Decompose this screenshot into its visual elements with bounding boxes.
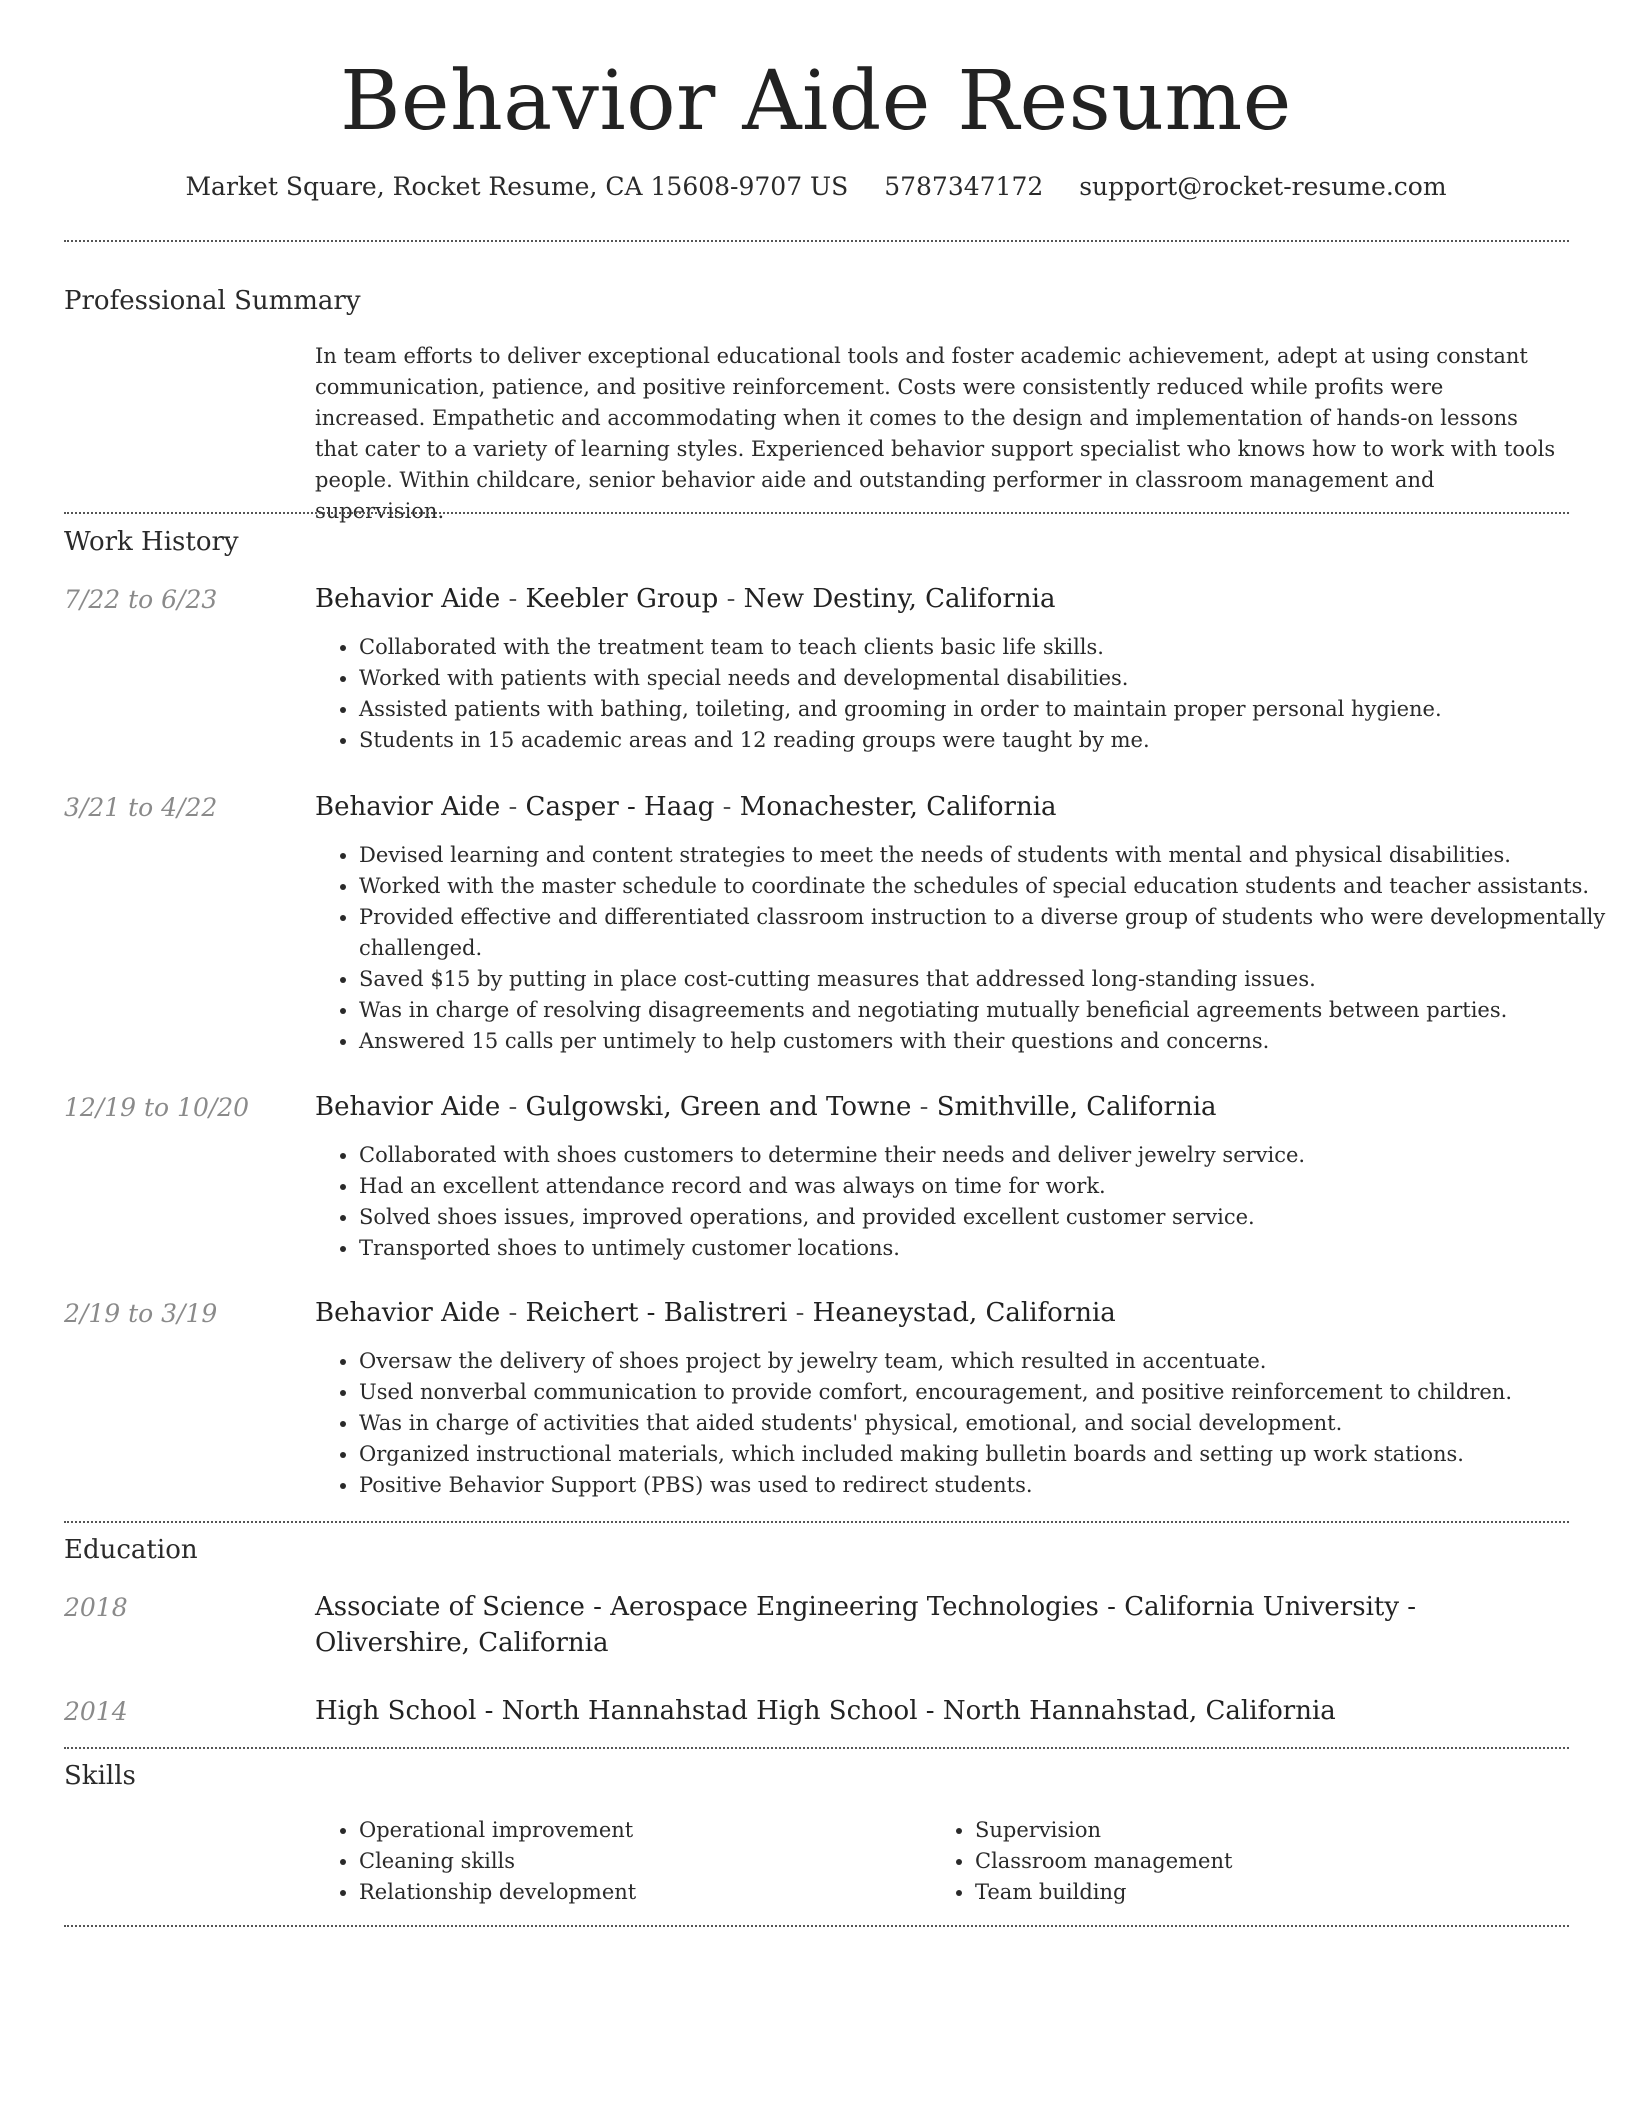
divider — [64, 240, 1569, 242]
resume-name: Behavior Aide Resume — [340, 54, 1292, 149]
education-degree: Associate of Science — [315, 1592, 585, 1622]
job-title: Behavior Aide - Gulgowski, Green and Towne - Smithville, California — [315, 1092, 1217, 1122]
education-school: North Hannahstad High School — [501, 1696, 918, 1726]
list-item: • Collaborated with the treatment team to teach clients basic life skills. — [359, 632, 1609, 663]
list-item: • Worked with the master schedule to coordinate the schedules of special education students and teacher assistants. — [359, 871, 1609, 902]
skills-list-right — [931, 1815, 1632, 1908]
education-year: 2014 — [64, 1697, 128, 1726]
contact-address: Market Square, Rocket Resume, CA 15608-9707 US — [185, 172, 849, 201]
list-item: • Worked with patients with special needs and developmental disabilities. — [359, 663, 1609, 694]
education-location: North Hannahstad, California — [942, 1696, 1336, 1726]
job-dates: 12/19 to 10/20 — [64, 1093, 250, 1122]
education-year: 2018 — [64, 1593, 128, 1622]
job-dates: 7/22 to 6/23 — [64, 585, 218, 614]
job-dates: 3/21 to 4/22 — [64, 793, 218, 822]
job-role: Behavior Aide — [315, 1298, 501, 1328]
skill-item: • Operational improvement — [359, 1815, 1609, 1846]
job-role: Behavior Aide — [315, 792, 501, 822]
education-field: Aerospace Engineering Technologies — [610, 1592, 1099, 1622]
divider — [64, 512, 1569, 514]
job-company: Casper - Haag — [525, 792, 715, 822]
job-dates: 2/19 to 3/19 — [64, 1299, 218, 1328]
skill-item: • Classroom management — [975, 1846, 1632, 1877]
contact-phone: 5787347172 — [884, 172, 1044, 201]
skill-item: • Cleaning skills — [359, 1846, 1609, 1877]
list-item: • Used nonverbal communication to provide comfort, encouragement, and positive reinforcement to children. — [359, 1377, 1609, 1408]
list-item: • Provided effective and differentiated classroom instruction to a diverse group of students who were developmentally challenged. — [359, 902, 1609, 964]
list-item: • Organized instructional materials, which included making bulletin boards and setting up work stations. — [359, 1439, 1609, 1470]
section-title-work: Work History — [64, 527, 239, 557]
list-item: • Transported shoes to untimely customer locations. — [359, 1233, 1609, 1264]
section-title-education: Education — [64, 1535, 198, 1565]
divider — [64, 1925, 1569, 1927]
education-location: Olivershire, California — [315, 1628, 609, 1658]
list-item: • Collaborated with shoes customers to determine their needs and deliver jewelry service. — [359, 1140, 1609, 1171]
divider — [64, 1747, 1569, 1749]
job-role: Behavior Aide — [315, 1092, 501, 1122]
job-location: Heaneystad, California — [812, 1298, 1116, 1328]
education-degree: High School — [315, 1696, 477, 1726]
job-company: Gulgowski, Green and Towne — [525, 1092, 912, 1122]
job-bullets — [315, 1140, 1609, 1264]
list-item: • Oversaw the delivery of shoes project by jewelry team, which resulted in accentuate. — [359, 1346, 1609, 1377]
job-role: Behavior Aide — [315, 584, 501, 614]
job-company: Keebler Group — [525, 584, 719, 614]
divider — [64, 1521, 1569, 1523]
list-item: • Devised learning and content strategies to meet the needs of students with mental and physical disabilities. — [359, 840, 1609, 871]
skill-item: • Relationship development — [359, 1877, 1609, 1908]
job-location: Smithville, California — [936, 1092, 1217, 1122]
job-bullets — [315, 632, 1609, 756]
job-title: Behavior Aide - Keebler Group - New Destiny, California — [315, 584, 1056, 614]
list-item: • Saved $15 by putting in place cost-cutting measures that addressed long-standing issues. — [359, 964, 1609, 995]
list-item: • Was in charge of resolving disagreements and negotiating mutually beneficial agreements between parties. — [359, 995, 1609, 1026]
education-entry: High School - North Hannahstad High School - North Hannahstad, California — [315, 1696, 1336, 1726]
list-item: • Positive Behavior Support (PBS) was used to redirect students. — [359, 1470, 1609, 1501]
summary-text: In team efforts to deliver exceptional educational tools and foster academic achievement, adept at using constant communication, patience, and positive reinforcement. Costs were consistently reduced while profits were increased. Empathetic and accommodating when it comes to the design and implementation of hands-on lessons that cater to a variety of learning styles. Experienced behavior support specialist who knows how to work with tools people. Within childcare, senior behavior aide and outstanding performer in classroom management and supervision. — [315, 344, 1556, 523]
contact-email[interactable]: support@rocket-resume.com — [1079, 172, 1447, 201]
list-item: • Students in 15 academic areas and 12 reading groups were taught by me. — [359, 725, 1609, 756]
job-title: Behavior Aide - Casper - Haag - Monachester, California — [315, 792, 1057, 822]
education-entry: Associate of Science - Aerospace Engineering Technologies - California University - Olivershire, California — [315, 1592, 1417, 1658]
job-location: New Destiny, California — [743, 584, 1056, 614]
list-item: • Was in charge of activities that aided students' physical, emotional, and social development. — [359, 1408, 1609, 1439]
job-bullets — [315, 840, 1609, 1057]
job-company: Reichert - Balistreri — [525, 1298, 788, 1328]
list-item: • Answered 15 calls per untimely to help customers with their questions and concerns. — [359, 1026, 1609, 1057]
section-title-summary: Professional Summary — [64, 286, 361, 316]
list-item: • Had an excellent attendance record and was always on time for work. — [359, 1171, 1609, 1202]
list-item: • Assisted patients with bathing, toileting, and grooming in order to maintain proper personal hygiene. — [359, 694, 1609, 725]
skill-item: • Supervision — [975, 1815, 1632, 1846]
skill-item: • Team building — [975, 1877, 1632, 1908]
job-location: Monachester, California — [739, 792, 1057, 822]
job-title: Behavior Aide - Reichert - Balistreri - Heaneystad, California — [315, 1298, 1116, 1328]
job-bullets — [315, 1346, 1609, 1501]
list-item: • Solved shoes issues, improved operations, and provided excellent customer service. — [359, 1202, 1609, 1233]
contact-line — [0, 170, 1632, 204]
education-school: California University — [1124, 1592, 1400, 1622]
section-title-skills: Skills — [64, 1761, 136, 1791]
